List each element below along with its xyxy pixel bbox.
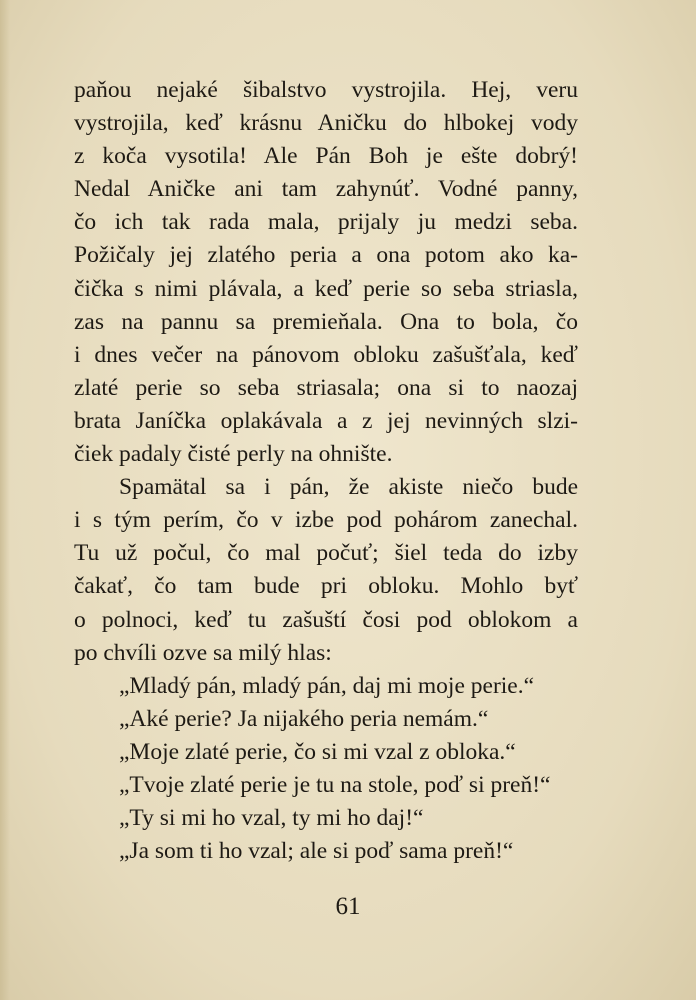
text-line: z koča vysotila! Ale Pán Boh je ešte dobrý!	[74, 143, 578, 170]
text-line: čička s nimi plávala, a keď perie so seba striasla,	[74, 275, 578, 302]
dialogue-line: „Aké perie? Ja nijakého peria nemám.“	[119, 705, 489, 732]
text-line: Požičaly jej zlatého peria a ona potom ako ka-	[74, 242, 578, 269]
dialogue-line: „Mladý pán, mladý pán, daj mi moje perie.“	[119, 672, 535, 699]
text-line: i dnes večer na pánovom obloku zašušťala, keď	[74, 341, 578, 368]
paragraph	[74, 74, 578, 471]
dialogue-line: „Ja som ti ho vzal; ale si poď sama preň!“	[119, 838, 514, 865]
paragraph	[74, 471, 578, 670]
text-line: čo ich tak rada mala, prijaly ju medzi seba.	[74, 209, 578, 236]
page-gutter-shadow	[0, 0, 10, 1000]
text-line: zas na pannu sa premieňala. Ona to bola, čo	[74, 308, 578, 335]
text-line: po chvíli ozve sa milý hlas:	[74, 639, 332, 666]
text-line: o polnoci, keď tu zašuští čosi pod oblokom a	[74, 606, 578, 633]
text-line: Tu už počul, čo mal počuť; šiel teda do izby	[74, 540, 578, 567]
text-line: paňou nejaké šibalstvo vystrojila. Hej, veru	[74, 77, 578, 103]
text-line: Spamätal sa i pán, že akiste niečo bude	[119, 474, 578, 501]
dialogue-line: „Tvoje zlaté perie je tu na stole, poď si preň!“	[119, 771, 551, 798]
text-line: čakať, čo tam bude pri obloku. Mohlo byť	[74, 573, 578, 600]
text-line: vystrojila, keď krásnu Aničku do hlbokej vody	[74, 110, 578, 137]
body-text	[74, 74, 578, 868]
dialogue-line: „Ty si mi ho vzal, ty mi ho daj!“	[119, 805, 424, 832]
text-line: brata Janíčka oplakávala a z jej nevinných slzi-	[74, 407, 578, 434]
text-line: i s tým perím, čo v izbe pod pohárom zanechal.	[74, 507, 578, 534]
page-number: 61	[335, 893, 361, 920]
text-line: Nedal Aničke ani tam zahynúť. Vodné panny,	[74, 176, 578, 203]
text-line: zlaté perie so seba striasala; ona si to naozaj	[74, 374, 578, 401]
text-line: čiek padaly čisté perly na ohnište.	[74, 441, 393, 468]
dialogue	[74, 670, 578, 869]
dialogue-line: „Moje zlaté perie, čo si mi vzal z obloka.“	[119, 738, 516, 765]
